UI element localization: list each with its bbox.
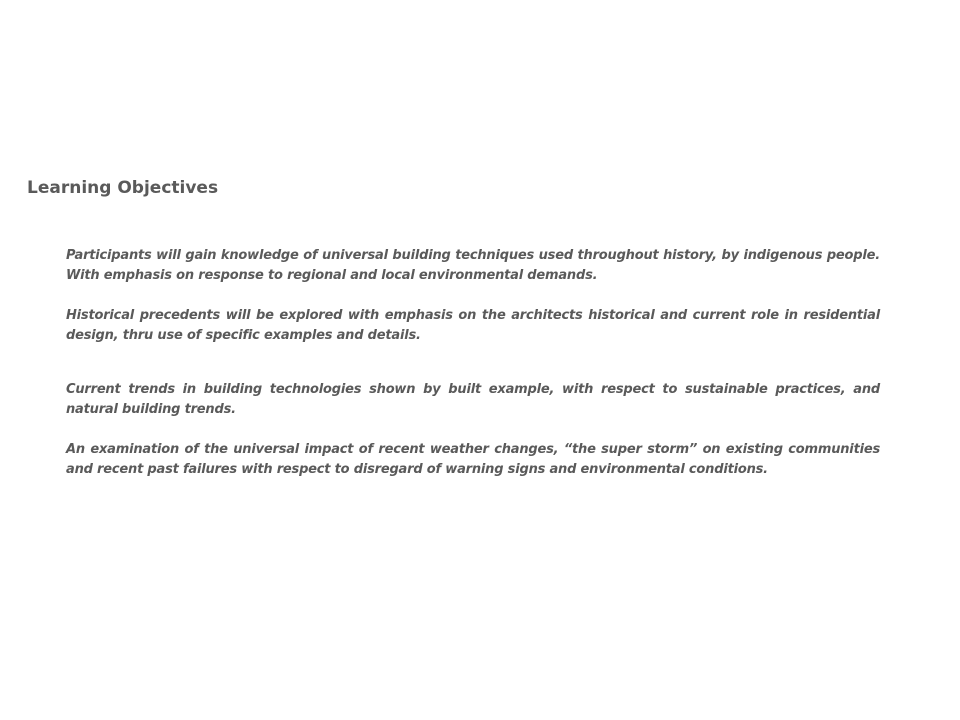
objective-paragraph-4: An examination of the universal impact of recent weather changes, “the super storm” on existing communities and recent past failures with respect to disregard of warning signs and environmental conditions. (66, 442, 880, 477)
paragraph-spacer (66, 286, 880, 306)
objective-paragraph-1: Participants will gain knowledge of universal building techniques used throughout history, by indigenous people. With emphasis on response to regional and local environmental demands. (66, 248, 880, 283)
objective-paragraph-3: Current trends in building technologies shown by built example, with respect to sustainable practices, and natural building trends. (66, 382, 880, 417)
objectives-body (66, 246, 880, 480)
slide-title: Learning Objectives (27, 178, 219, 198)
objective-paragraph-2: Historical precedents will be explored with emphasis on the architects historical and current role in residential design, thru use of specific examples and details. (66, 308, 880, 343)
paragraph-spacer (66, 420, 880, 440)
paragraph-spacer (66, 346, 880, 380)
